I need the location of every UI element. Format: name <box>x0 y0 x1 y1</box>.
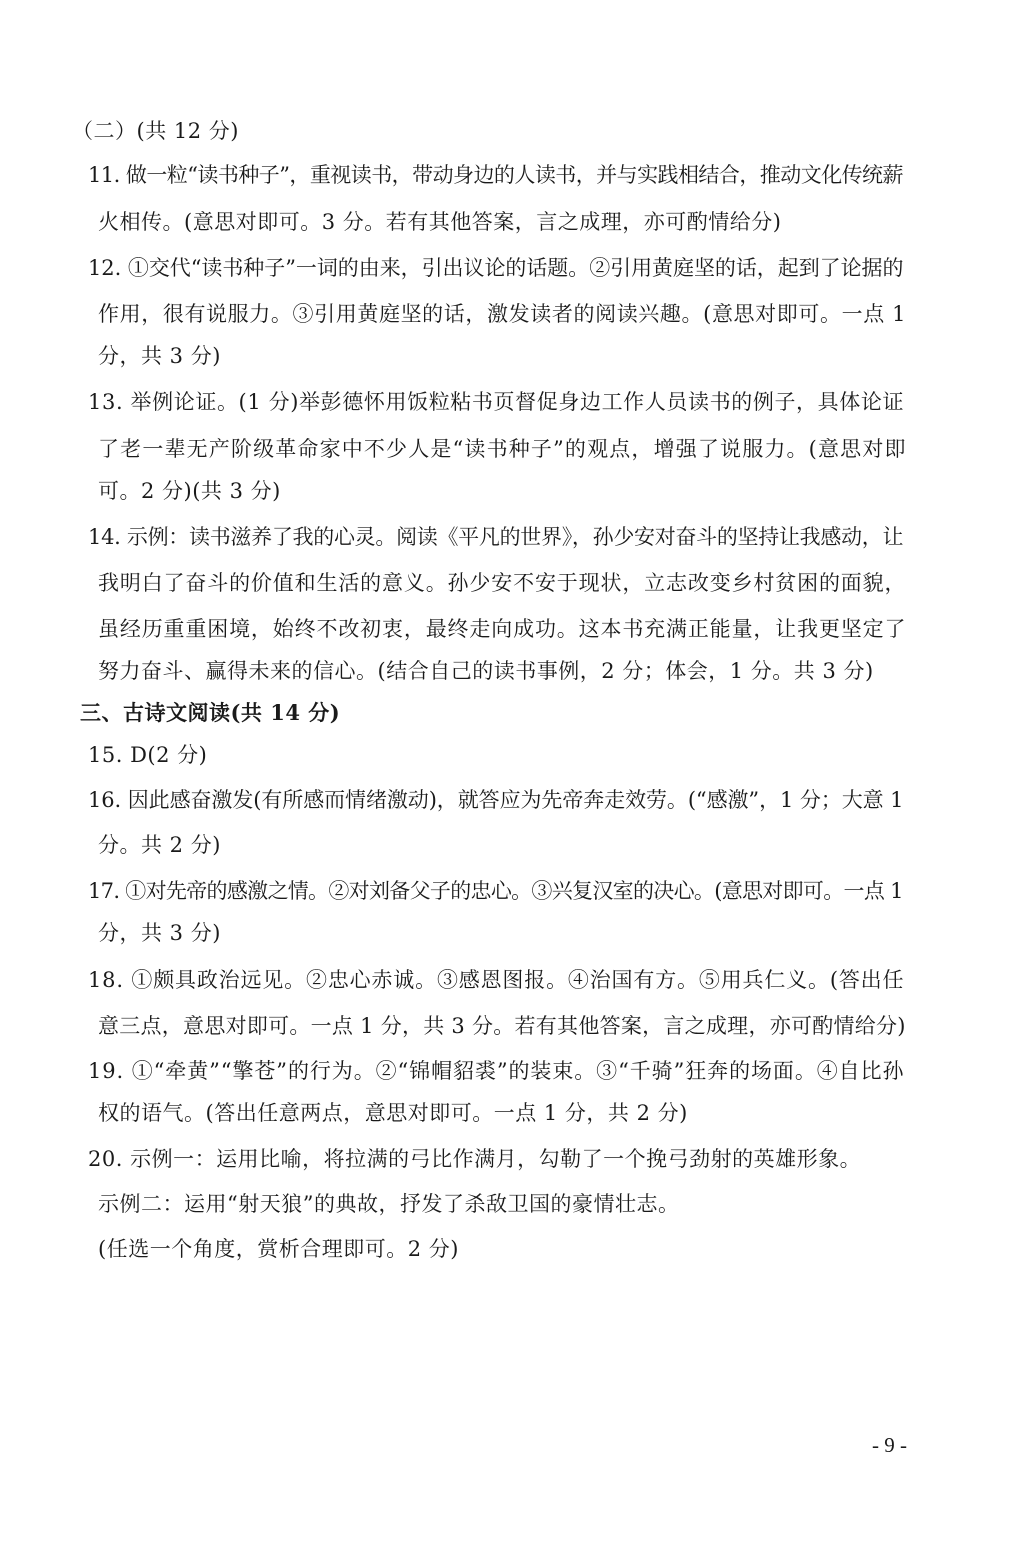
text-line-q14-l1: 14. 示例：读书滋养了我的心灵。阅读《平凡的世界》，孙少安对奋斗的坚持让我感动，让 <box>88 525 904 549</box>
text-line-q13-l1: 13. 举例论证。(1 分)举彭德怀用饭粒粘书页督促身边工作人员读书的例子，具体论证 <box>88 390 905 414</box>
text-line-q17-l2: 分，共 3 分) <box>98 921 221 945</box>
text-line-q13-l3: 可。2 分)(共 3 分) <box>98 479 281 503</box>
text-line-sec3-heading: 三、古诗文阅读(共 14 分) <box>80 700 341 725</box>
page-number: - 9 - <box>872 1433 907 1457</box>
text-line-q14-l3: 虽经历重重困境，始终不改初衷，最终走向成功。这本书充满正能量，让我更坚定了 <box>98 617 907 641</box>
text-line-q12-l1: 12. ①交代“读书种子”一词的由来，引出议论的话题。②引用黄庭坚的话，起到了论据的 <box>88 256 904 280</box>
text-line-q13-l2: 了老一辈无产阶级革命家中不少人是“读书种子”的观点，增强了说服力。(意思对即 <box>98 437 907 461</box>
text-line-sec2-heading: （二）(共 12 分) <box>72 119 239 143</box>
text-line-q17-l1: 17. ①对先帝的感激之情。②对刘备父子的忠心。③兴复汉室的决心。(意思对即可。一点 1 <box>88 879 903 903</box>
text-line-q20-l2: 示例二：运用“射天狼”的典故，抒发了杀敌卫国的豪情壮志。 <box>98 1192 680 1216</box>
text-line-q11-l2: 火相传。(意思对即可。3 分。若有其他答案，言之成理，亦可酌情给分) <box>98 210 782 234</box>
text-line-q18-l1: 18. ①颇具政治远见。②忠心赤诚。③感恩图报。④治国有方。⑤用兵仁义。(答出任 <box>88 968 905 992</box>
text-line-q12-l2: 作用，很有说服力。③引用黄庭坚的话，激发读者的阅读兴趣。(意思对即可。一点 1 <box>98 302 907 326</box>
text-line-q19-l1: 19. ①“牵黄”“擎苍”的行为。②“锦帽貂裘”的装束。③“千骑”狂奔的场面。④自比孙 <box>88 1059 905 1083</box>
text-line-q18-l2: 意三点，意思对即可。一点 1 分，共 3 分。若有其他答案，言之成理，亦可酌情给分) <box>98 1014 906 1038</box>
text-line-q20-l1: 20. 示例一：运用比喻，将拉满的弓比作满月，勾勒了一个挽弓劲射的英雄形象。 <box>88 1147 862 1171</box>
text-line-q19-l2: 权的语气。(答出任意两点，意思对即可。一点 1 分，共 2 分) <box>98 1101 688 1125</box>
text-line-q16-l1: 16. 因此感奋激发(有所感而情绪激动)，就答应为先帝奔走效劳。(“感激”，1 分；大意 1 <box>88 788 904 812</box>
text-line-q14-l4: 努力奋斗、赢得未来的信心。(结合自己的读书事例，2 分；体会，1 分。共 3 分) <box>98 659 874 683</box>
text-line-q14-l2: 我明白了奋斗的价值和生活的意义。孙少安不安于现状，立志改变乡村贫困的面貌， <box>98 571 907 595</box>
text-line-q15-l1: 15. D(2 分) <box>88 743 208 767</box>
text-line-q12-l3: 分，共 3 分) <box>98 344 221 368</box>
text-line-q16-l2: 分。共 2 分) <box>98 833 221 857</box>
text-line-q20-l3: (任选一个角度，赏析合理即可。2 分) <box>98 1237 459 1261</box>
text-line-q11-l1: 11. 做一粒“读书种子”，重视读书，带动身边的人读书，并与实践相结合，推动文化传统薪 <box>88 163 903 187</box>
